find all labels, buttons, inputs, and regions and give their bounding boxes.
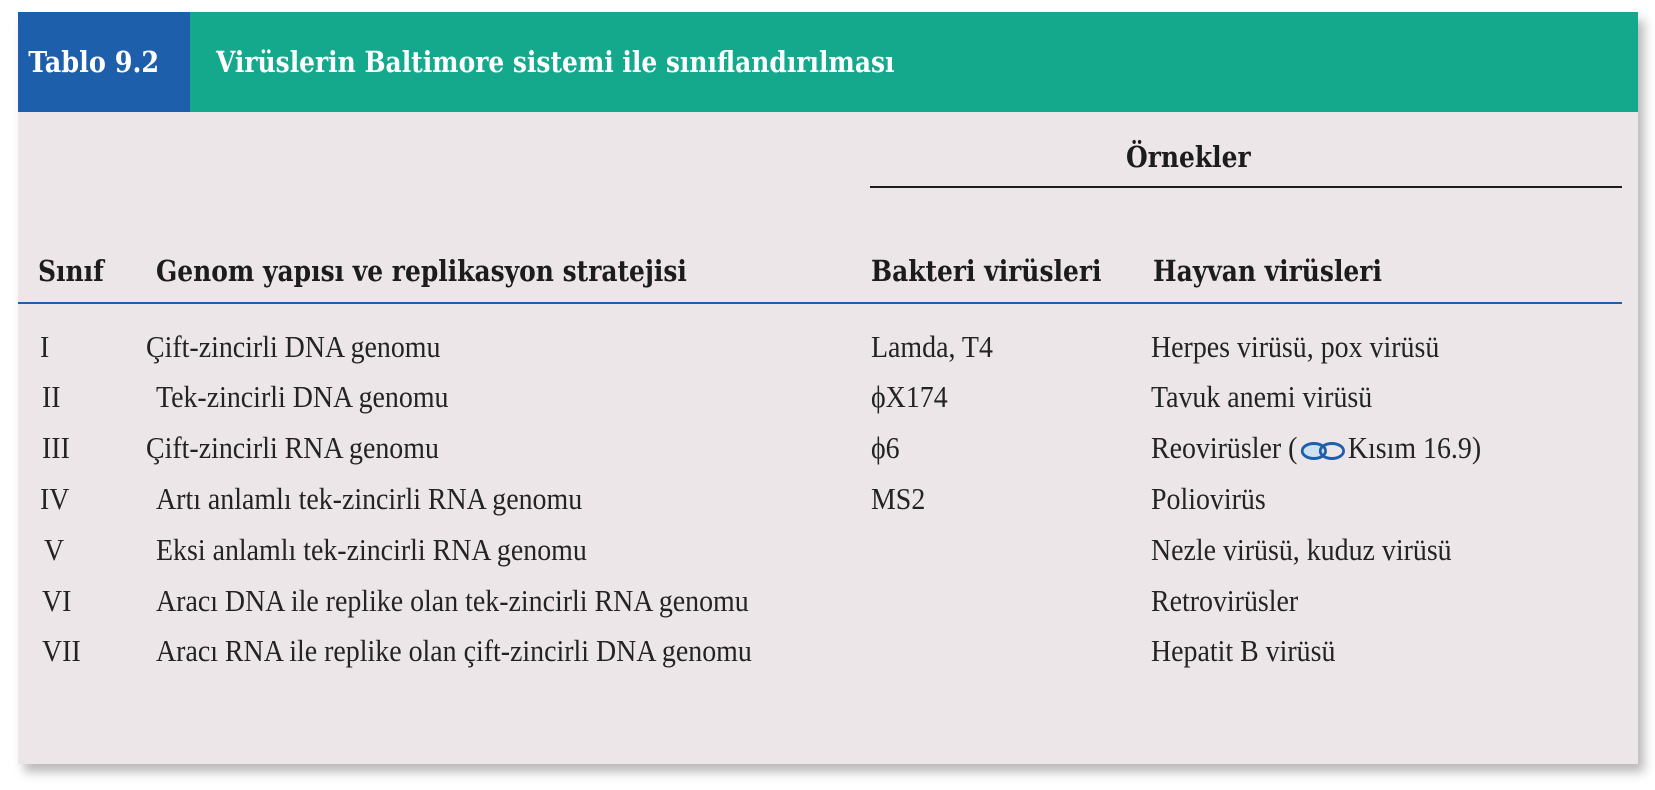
genome-cell: Artı anlamlı tek-zincirli RNA genomu: [156, 481, 583, 516]
genome-cell: Çift-zincirli RNA genomu: [146, 430, 439, 465]
class-cell: VI: [42, 583, 72, 618]
genome-cell: Çift-zincirli DNA genomu: [146, 329, 441, 364]
column-header-bacterial: Bakteri virüsleri: [871, 254, 1102, 288]
animal-cell: [1151, 429, 1481, 467]
animal-cell: Poliovirüs: [1151, 481, 1266, 516]
bacterial-cell: ϕ6: [871, 430, 900, 465]
animal-cell: Herpes virüsü, pox virüsü: [1151, 329, 1440, 364]
animal-cell: Hepatit B virüsü: [1151, 633, 1336, 668]
class-cell: II: [42, 379, 61, 414]
class-cell: III: [42, 430, 70, 465]
cross-reference-link: Kısım 16.9): [1347, 430, 1482, 465]
column-header-genome: Genom yapısı ve replikasyon stratejisi: [156, 254, 687, 288]
table-card: [18, 12, 1638, 764]
bacterial-cell: MS2: [871, 481, 926, 516]
animal-cell-text: Reovirüsler (: [1151, 430, 1298, 465]
bacterial-cell: ϕX174: [871, 379, 948, 414]
table-number: Tablo 9.2: [28, 45, 160, 79]
animal-cell: Retrovirüsler: [1151, 583, 1299, 618]
table-title-bar: [18, 12, 1638, 112]
column-header-animal: Hayvan virüsleri: [1153, 254, 1382, 288]
table-title: Virüslerin Baltimore sistemi ile sınıflandırılması: [216, 45, 895, 79]
genome-cell: Eksi anlamlı tek-zincirli RNA genomu: [156, 532, 587, 567]
genome-cell: Tek-zincirli DNA genomu: [156, 379, 449, 414]
animal-cell: Nezle virüsü, kuduz virüsü: [1151, 532, 1452, 567]
column-header-class: Sınıf: [38, 254, 104, 288]
class-cell: V: [44, 532, 65, 567]
examples-group-header: Örnekler: [1126, 140, 1251, 174]
class-cell: IV: [40, 481, 70, 516]
genome-cell: Aracı RNA ile replike olan çift-zincirli DNA genomu: [156, 633, 752, 668]
class-cell: VII: [42, 633, 81, 668]
examples-group-rule: [870, 186, 1622, 188]
header-divider: [18, 302, 1622, 304]
genome-cell: Aracı DNA ile replike olan tek-zincirli RNA genomu: [156, 583, 749, 618]
animal-cell: Tavuk anemi virüsü: [1151, 379, 1373, 414]
class-cell: I: [40, 329, 50, 364]
bacterial-cell: Lamda, T4: [871, 329, 993, 364]
chain-link-icon: [1299, 440, 1346, 462]
